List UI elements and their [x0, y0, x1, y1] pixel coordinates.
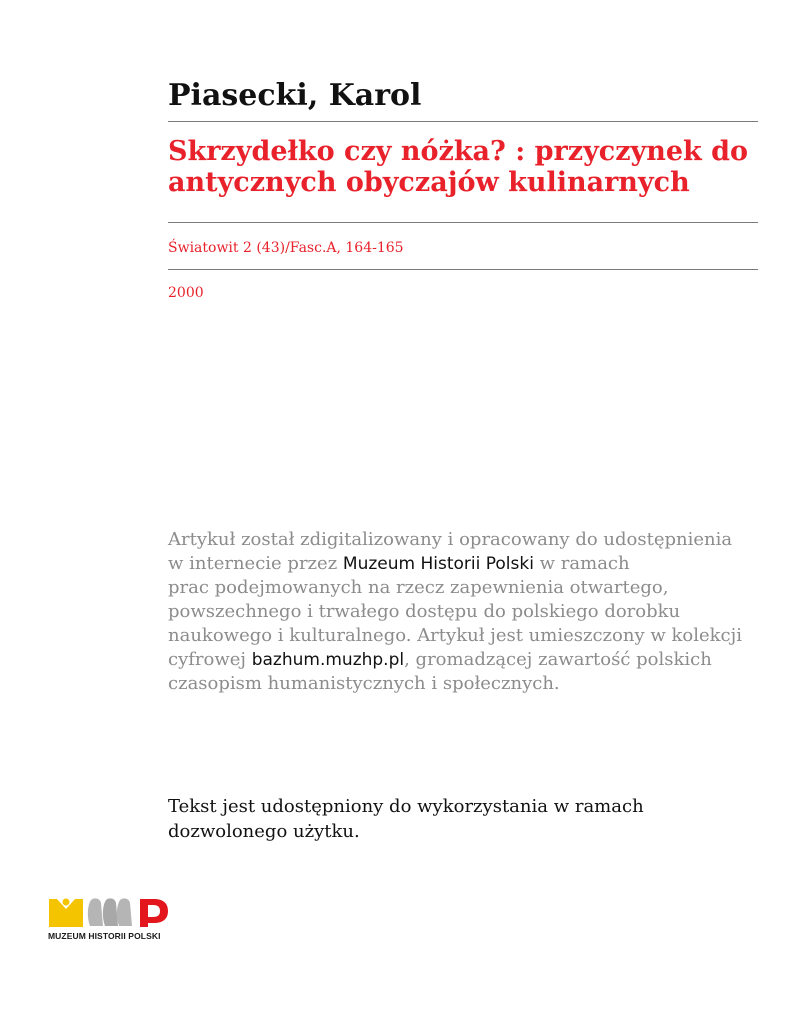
divider-top	[168, 121, 758, 122]
notice-line-4: powszechnego i trwałego dostępu do polskiego dorobku	[168, 601, 681, 622]
notice-line-7: czasopism humanistycznych i społecznych.	[168, 673, 560, 694]
logo-h-icon	[88, 898, 132, 926]
source-citation: Światowit 2 (43)/Fasc.A, 164-165	[168, 240, 404, 256]
usage-line-1: Tekst jest udostępniony do wykorzystania w ramach	[168, 796, 644, 817]
title-line-1: Skrzydełko czy nóżka? : przyczynek do	[168, 136, 749, 167]
notice-line-5: naukowego i kulturalnego. Artykuł jest umieszczony w kolekcji	[168, 625, 742, 646]
logo-p-icon	[140, 899, 168, 927]
museum-link[interactable]: Muzeum Historii Polski	[342, 554, 534, 574]
usage-notice	[168, 794, 758, 844]
author-name: Piasecki, Karol	[168, 78, 422, 113]
title-line-2: antycznych obyczajów kulinarnych	[168, 167, 690, 198]
logo-m-icon	[49, 899, 83, 928]
notice-line-1: Artykuł został zdigitalizowany i opracowany do udostępnienia	[168, 529, 733, 550]
logo-caption: MUZEUM HISTORII POLSKI	[48, 931, 161, 941]
notice-line-3: prac podejmowanych na rzecz zapewnienia otwartego,	[168, 577, 669, 598]
publication-year: 2000	[168, 285, 204, 301]
article-title	[168, 136, 758, 198]
divider-middle	[168, 222, 758, 223]
notice-line-6-pre: cyfrowej	[168, 649, 252, 670]
digitization-notice	[168, 528, 758, 696]
divider-bottom	[168, 269, 758, 270]
bazhum-link[interactable]: bazhum.muzhp.pl	[251, 650, 405, 670]
notice-line-6-post: , gromadzącej zawartość polskich	[404, 649, 712, 670]
usage-line-2: dozwolonego użytku.	[168, 821, 360, 842]
notice-line-2-post: w ramach	[533, 553, 630, 574]
notice-line-2-pre: w internecie przez	[168, 553, 343, 574]
